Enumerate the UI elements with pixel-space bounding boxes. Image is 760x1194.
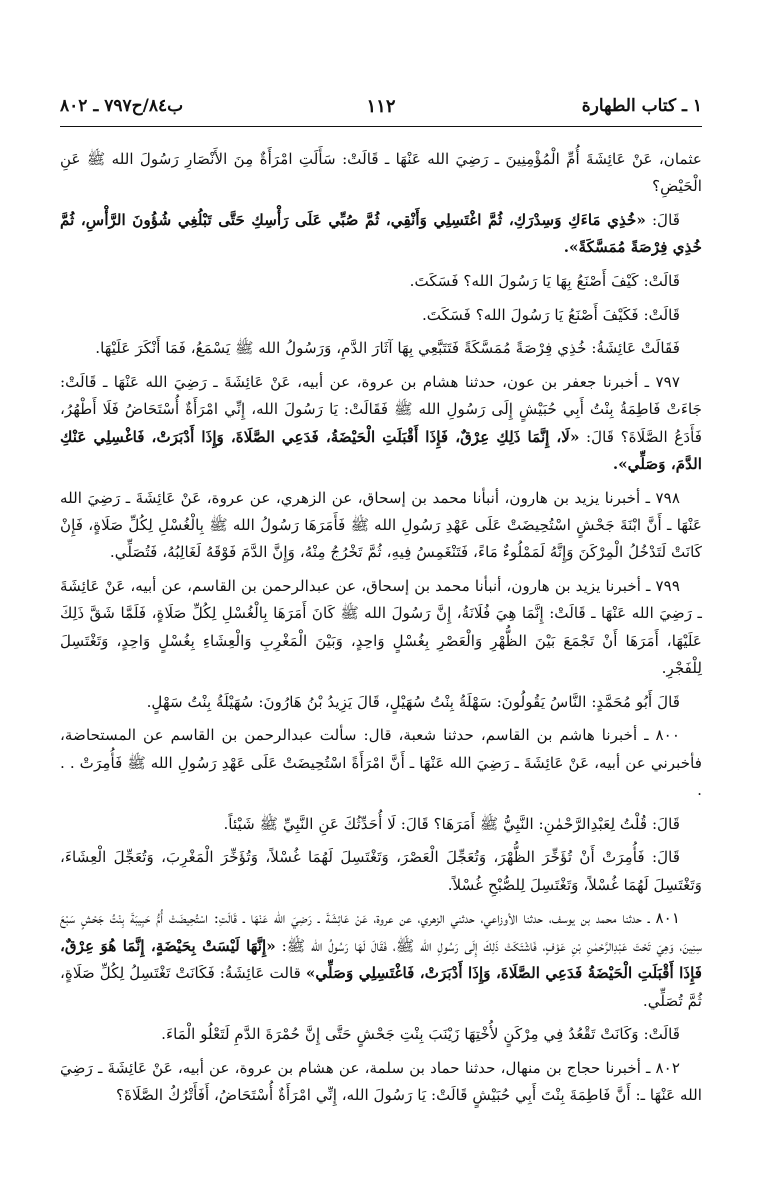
paragraph-2	[60, 207, 702, 262]
paragraph-6	[60, 369, 702, 479]
paragraph-5: فَقَالَتْ عَائِشَةُ: خُذِي فِرْصَةً مُمَسَّكَةً فَتَتَبَّعِي بِهَا آثَارَ الدَّمِ، وَرَسُولُ الله ﷺ يَسْمَعُ، فَمَا أَنْكَرَ عَلَيْهَا.	[95, 339, 680, 358]
paragraph-3: قَالَتْ: كَيْفَ أَصْنَعُ بِهَا يَا رَسُولَ الله؟ فَسَكَتَ.	[409, 272, 680, 290]
header-divider	[60, 126, 702, 127]
paragraph-15: ٨٠٢ ـ أخبرنا حجاج بن منهال، حدثنا حماد بن سلمة، عن هشام بن عروة، عن أبيه، عَنْ عَائِشَةَ ـ رَضِيَ الله عَنْهَا ـ: أَنَّ فَاطِمَةَ بِنْتَ أَبِي حُبَيْشٍ قَالَتْ: يَا رَسُولَ الله، إِنِّي امْرَأَةٌ أُسْتَحَاضُ، أَفَأَتْرُكُ الصَّلَاةَ؟	[60, 1058, 702, 1105]
hadith-range: ب٨٤/ح٧٩٧ ـ ٨٠٢	[60, 96, 184, 116]
chapter-title: ١ ـ كتاب الطهارة	[581, 96, 702, 116]
paragraph-14: قَالَتْ: وَكَانَتْ تَقْعُدُ فِي مِرْكَنٍ لأُخْتِهَا زَيْنَبَ بِنْتِ جَحْشٍ حَتَّى إِنَّ حُمْرَةَ الدَّمِ لَتَعْلُو الْمَاءَ.	[161, 1025, 680, 1044]
paragraph-9: قَالَ أَبُو مُحَمَّدٍ: النَّاسُ يَقُولُونَ: سَهْلَةُ بِنْتُ سُهَيْلٍ، قَالَ يَزِيدُ بْنُ هَارُونَ: سُهَيْلَةُ بِنْتُ سَهْلٍ.	[146, 692, 680, 711]
narration-text: ٧٩٧ ـ أخبرنا جعفر بن عون، حدثنا هشام بن عروة، عن أبيه، عَنْ عَائِشَةَ ـ رَضِيَ الله عَنْهَا ـ قَالَتْ: جَاءَتْ فَاطِمَةُ بِنْتُ أَبِي حُبَيْشٍ إِلَى رَسُولِ الله ﷺ فَقَالَتْ: يَا رَسُولَ الله، إِنِّي امْرَأَةٌ أُسْتَحَاضُ فَلَا أَطْهُرُ، فَأَدَعُ الصَّلَاةَ؟ قَالَ:	[60, 372, 702, 446]
paragraph-10: ٨٠٠ ـ أخبرنا هاشم بن القاسم، حدثنا شعبة، قال: سألت عبدالرحمن بن القاسم عن المستحاضة، فأخبرني عن أبيه، عَنْ عَائِشَةَ ـ رَضِيَ الله عَنْهَا ـ أَنَّ امْرَأَةً اسْتُحِيضَتْ عَلَى عَهْدِ رَسُولِ الله ﷺ فَأُمِرَتْ . . .	[60, 726, 702, 800]
narration-text: قَالَ:	[645, 211, 680, 229]
prophetic-quote: «إِنَّهَا لَيْسَتْ بِحَيْضَةٍ، إِنَّمَا هُوَ عِرْقٌ، فَإِذَا أَقْبَلَتِ الْحَيْضَةُ فَدَعِي الصَّلَاةَ، وَإِذَا أَدْبَرَتْ، فَاغْتَسِلِي وَصَلِّي»	[60, 936, 702, 983]
paragraph-8: ٧٩٩ ـ أخبرنا يزيد بن هارون، أنبأنا محمد بن إسحاق، عن عبدالرحمن بن القاسم، عن أبيه، عَنْ عَائِشَةَ ـ رَضِيَ الله عَنْهَا ـ قَالَتْ: إِنَّمَا هِيَ فُلَانَةُ، إِنَّ رَسُولَ الله ﷺ كَانَ أَمَرَهَا بِالْغُسْلِ لِكُلِّ صَلَاةٍ، فَلَمَّا شَقَّ ذَلِكَ عَلَيْهَا، أَمَرَهَا أَنْ تَجْمَعَ بَيْنَ الظُّهْرِ وَالْعَصْرِ بِغُسْلٍ وَاحِدٍ، وَبَيْنَ الْمَغْرِبِ وَالْعِشَاءِ بِغُسْلٍ وَاحِدٍ، وَتَغْتَسِلَ لِلْفَجْرِ.	[60, 577, 702, 678]
paragraph-12: قَالَ: فَأُمِرَتْ أَنْ تُؤَخِّرَ الظُّهْرَ، وَتُعَجِّلَ الْعَصْرَ، وَتَغْتَسِلَ لَهُمَا غُسْلاً، وَتُؤَخِّرَ الْمَغْرِبَ، وَتُعَجِّلَ الْعِشَاءَ، وَتَغْتَسِلَ لَهُمَا غُسْلاً، وَتَغْتَسِلَ لِلصُّبْحِ غُسْلاً.	[60, 848, 702, 894]
paragraph-7: ٧٩٨ ـ أخبرنا يزيد بن هارون، أنبأنا محمد بن إسحاق، عن الزهري، عن عروة، عَنْ عَائِشَةَ ـ رَضِيَ الله عَنْهَا ـ أَنَّ ابْنَةَ جَحْشٍ اسْتُحِيضَتْ عَلَى عَهْدِ رَسُولِ الله ﷺ فَأَمَرَهَا رَسُولُ الله ﷺ بِالْغُسْلِ لِكُلِّ صَلَاةٍ، فَإِنْ كَانَتْ لَتَدْخُلُ الْمِرْكَنَ وَإِنَّهُ لَمَمْلُوءٌ مَاءً، فَتَنْغَمِسُ فِيهِ، ثُمَّ تَخْرُجُ مِنْهُ، وَإِنَّ الدَّمَ فَوْقَهُ لَغَالِبُهُ، فَتُصَلِّي.	[60, 488, 702, 562]
prophetic-quote: «لَا، إِنَّمَا ذَلِكِ عِرْقٌ، فَإِذَا أَقْبَلَتِ الْحَيْضَةُ، فَدَعِي الصَّلَاةَ، وَإِذَا أَدْبَرَتْ، فَاغْسِلِي عَنْكِ الدَّمَ، وَصَلِّي».	[60, 427, 702, 473]
paragraph-11: قَالَ: قُلْتُ لِعَبْدِالرَّحْمٰنِ: النَّبِيُّ ﷺ أَمَرَهَا؟ قَالَ: لَا أُحَدِّثُكَ عَنِ النَّبِيِّ ﷺ شَيْئاً.	[223, 814, 680, 833]
prophetic-quote: «خُذِي مَاءَكِ وَسِدْرَكِ، ثُمَّ اغْتَسِلِي وَأَنْقِي، ثُمَّ صُبِّي عَلَى رَأْسِكِ حَتَّى تَبْلُغِي شُؤُونَ الرَّأْسِ، ثُمَّ خُذِي فِرْصَةً مُمَسَّكَةً».	[60, 211, 702, 257]
narration-text: قالت عَائِشَةُ: فَكَانَتْ تَغْتَسِلُ لِكُلِّ صَلَاةٍ، ثُمَّ تُصَلِّي.	[60, 964, 702, 1010]
page-header	[60, 92, 702, 122]
paragraph-4: قَالَتْ: فَكَيْفَ أَصْنَعُ يَا رَسُولَ الله؟ فَسَكَتَ.	[421, 305, 680, 324]
page-body	[60, 146, 702, 1110]
paragraph-1: عثمان، عَنْ عَائِشَةَ أُمِّ الْمُؤْمِنِينَ ـ رَضِيَ الله عَنْهَا ـ قَالَتْ: سَأَلَتِ امْرَأَةٌ مِنَ الأَنْصَارِ رَسُولَ الله ﷺ عَنِ الْحَيْضِ؟	[60, 150, 702, 196]
paragraph-13	[60, 905, 702, 1015]
page-number: ١١٢	[366, 96, 396, 117]
narration-text: ٨٠١ ـ حدثنا محمد بن يوسف، حدثنا الأوزاعي، حدثني الزهري، عن عروة، عَنْ عَائِشَةَ ـ رَضِيَ الله عَنْهَا ـ قَالَتِ: اسْتُحِيضَتْ أُمُّ حَبِيبَةَ بِنْتُ جَحْشٍ سَبْعَ سِنِينَ، وَهِيَ تَحْتَ عَبْدِالرَّحْمٰنِ بْنِ عَوْفٍ، فَاشْتَكَتْ ذَلِكَ إِلَى رَسُولِ الله ﷺ، فَقَالَ لَهَا رَسُولُ الله ﷺ:	[60, 909, 702, 955]
